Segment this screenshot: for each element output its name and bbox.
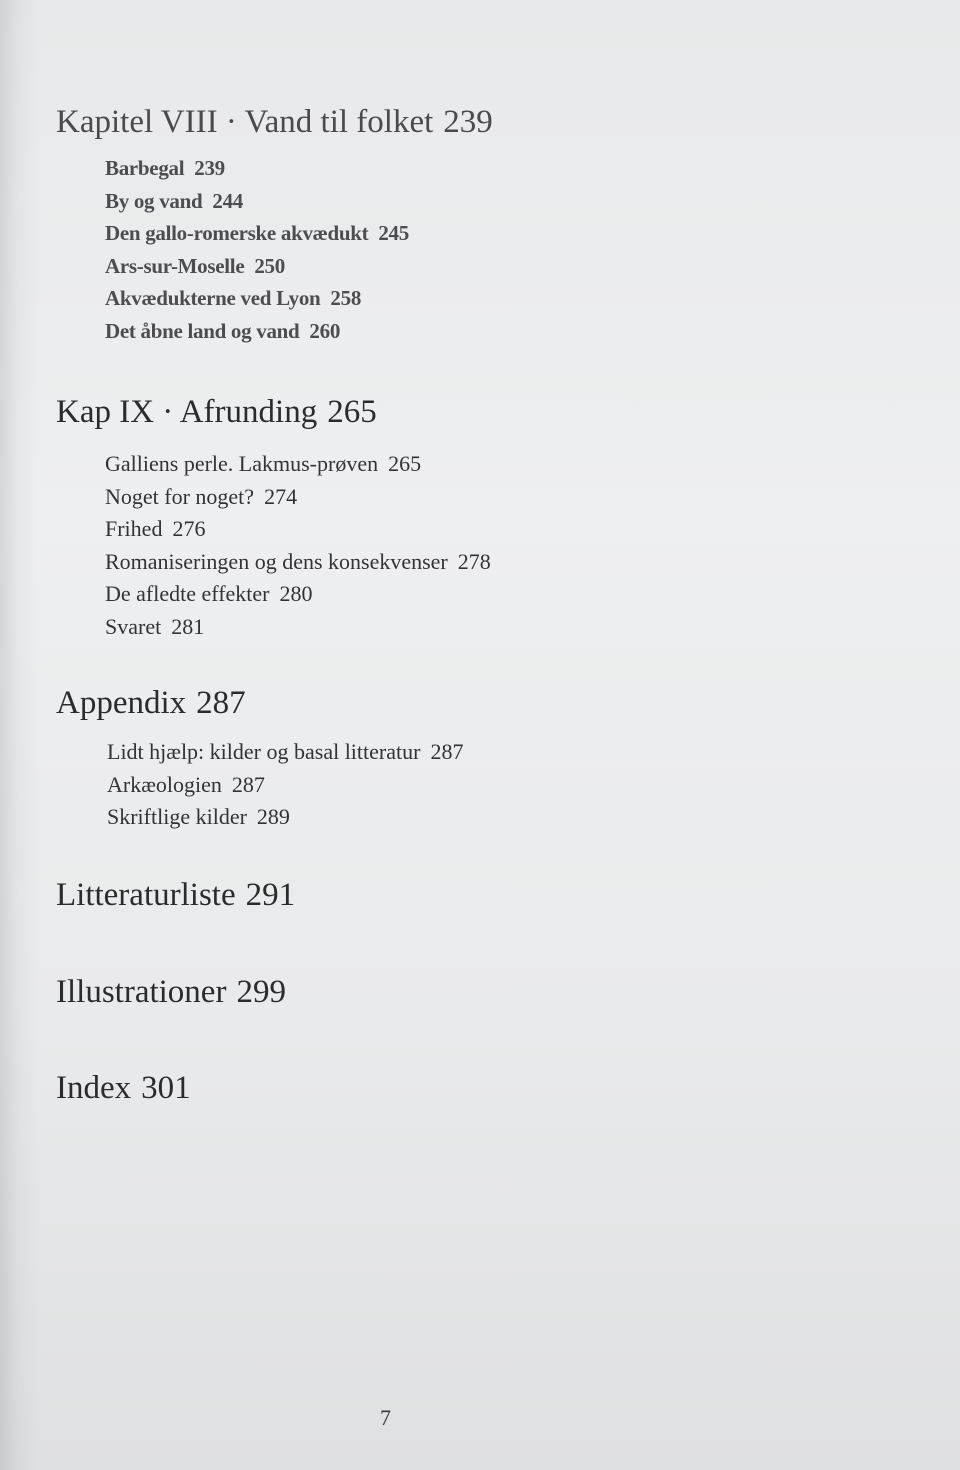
- entry-title: Romaniseringen og dens konsekvenser: [105, 548, 448, 574]
- entry-title: Galliens perle. Lakmus-prøven: [105, 451, 379, 476]
- entry-page-number: 289: [256, 804, 290, 829]
- toc-entry: [107, 769, 463, 802]
- chapter-title: Kap IX · Afrunding: [56, 394, 318, 430]
- entry-page-number: 245: [378, 221, 409, 245]
- appendix-entries: [107, 736, 463, 834]
- chapter-8-entries: [105, 152, 409, 347]
- toc-entry: [105, 250, 409, 283]
- chapter-page-number: 301: [141, 1070, 191, 1106]
- chapter-page-number: 239: [443, 104, 493, 140]
- chapter-title: Index: [56, 1070, 132, 1106]
- chapter-heading-8: [56, 102, 493, 142]
- chapter-title: Illustrationer: [56, 974, 227, 1010]
- toc-entry: [105, 282, 409, 315]
- entry-page-number: 274: [264, 483, 298, 509]
- chapter-page-number: 299: [236, 974, 286, 1010]
- entry-title: By og vand: [105, 188, 203, 213]
- toc-entry: [105, 448, 491, 481]
- entry-page-number: 287: [231, 771, 265, 797]
- index-heading: [56, 1068, 191, 1108]
- entry-title: Arkæologien: [107, 771, 222, 797]
- illustrations-heading: [56, 972, 286, 1012]
- toc-entry: [105, 315, 409, 348]
- toc-entry: [105, 152, 409, 185]
- appendix-heading: [56, 683, 246, 723]
- entry-title: Akvædukterne ved Lyon: [105, 286, 321, 310]
- entry-title: Noget for noget?: [105, 483, 255, 509]
- entry-title: Skriftlige kilder: [107, 804, 247, 829]
- toc-entry: [105, 578, 491, 611]
- chapter-title: Kapitel VIII · Vand til folket: [56, 104, 434, 140]
- page-number: 7: [380, 1405, 391, 1430]
- entry-title: Det åbne land og vand: [105, 318, 300, 343]
- toc-entry: [105, 611, 491, 644]
- chapter-page-number: 265: [327, 394, 377, 430]
- toc-entry: [107, 736, 463, 769]
- entry-page-number: 287: [430, 739, 464, 764]
- chapter-title: Appendix: [56, 685, 187, 721]
- entry-title: Ars-sur-Moselle: [105, 253, 245, 278]
- entry-page-number: 250: [254, 253, 285, 278]
- literature-heading: [56, 875, 295, 915]
- entry-page-number: 258: [330, 286, 362, 310]
- entry-page-number: 265: [388, 451, 422, 476]
- chapter-page-number: 287: [196, 685, 246, 721]
- entry-page-number: 239: [194, 156, 225, 180]
- toc-entry: [105, 513, 491, 546]
- toc-entry: [107, 801, 463, 834]
- toc-entry: [105, 481, 491, 514]
- entry-title: Lidt hjælp: kilder og basal litteratur: [107, 739, 421, 764]
- entry-title: Barbegal: [105, 156, 185, 180]
- entry-title: De afledte effekter: [105, 581, 270, 606]
- entry-title: Svaret: [105, 613, 162, 639]
- chapter-heading-9: [56, 392, 377, 432]
- toc-entry: [105, 185, 409, 218]
- chapter-title: Litteraturliste: [56, 877, 236, 913]
- entry-page-number: 244: [212, 188, 243, 213]
- entry-page-number: 276: [172, 516, 206, 541]
- entry-page-number: 260: [309, 318, 341, 343]
- entry-title: Den gallo-romerske akvædukt: [105, 221, 369, 245]
- chapter-page-number: 291: [245, 877, 296, 913]
- toc-entry: [105, 217, 409, 250]
- entry-page-number: 281: [171, 613, 205, 639]
- entry-page-number: 278: [457, 548, 491, 574]
- entry-title: Frihed: [105, 516, 163, 541]
- chapter-9-entries: [105, 448, 491, 643]
- entry-page-number: 280: [279, 581, 313, 606]
- toc-entry: [105, 546, 491, 579]
